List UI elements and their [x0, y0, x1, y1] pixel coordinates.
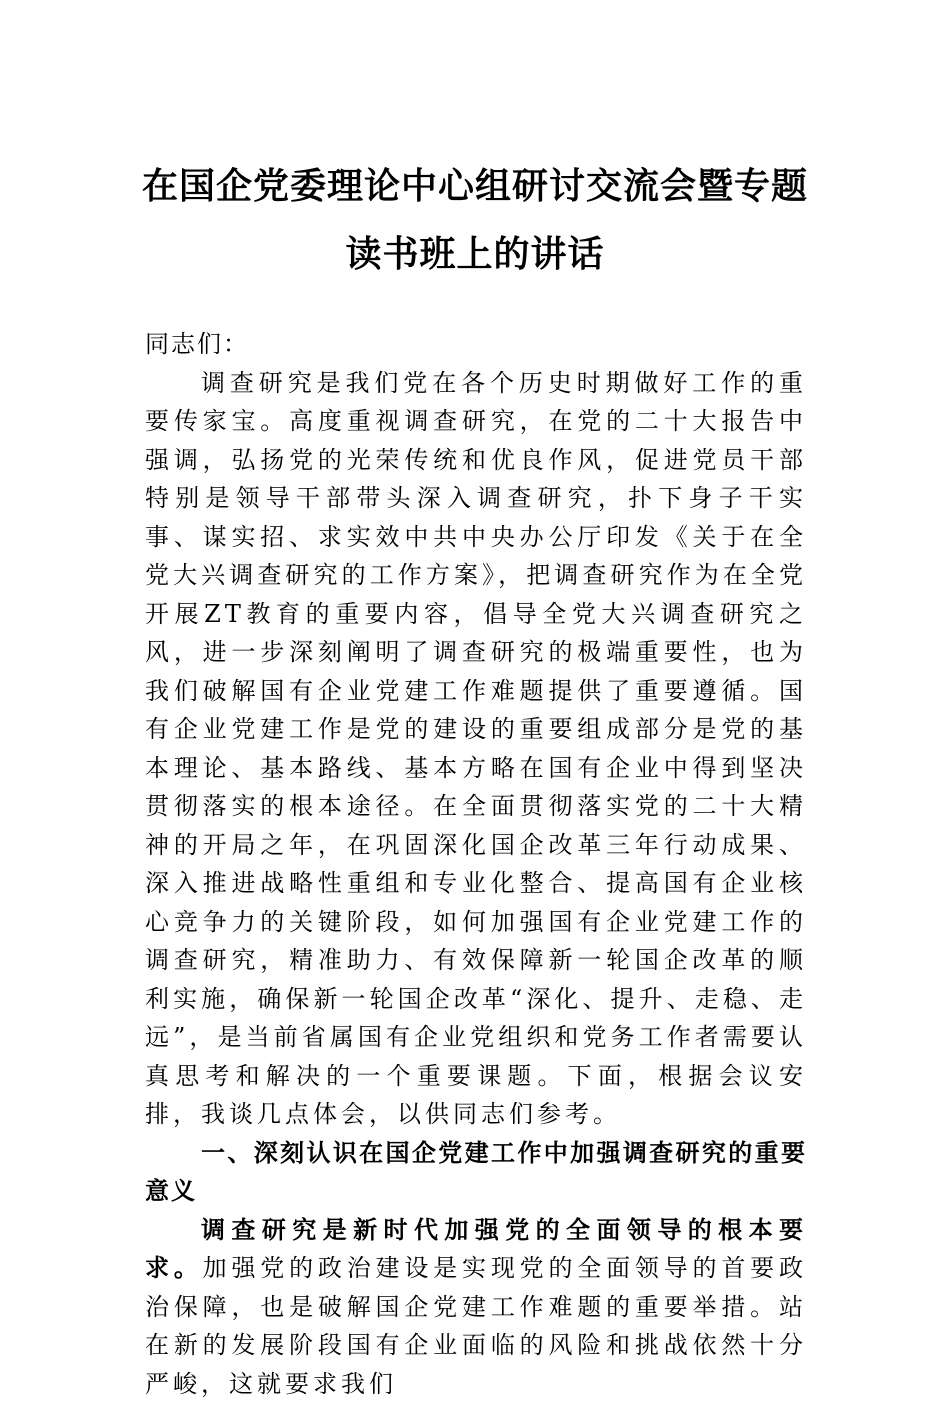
- paragraph-body-text: 加强党的政治建设是实现党的全面领导的首要政治保障，也是破解国企党建工作难题的重要举措。站在新的发展阶段国有企业面临的风险和挑战依然十分严峻，这就要求我们: [145, 1254, 807, 1398]
- document-title-line-1: 在国企党委理论中心组研讨交流会暨专题: [120, 162, 830, 210]
- section-heading-1: 一、深刻认识在国企党建工作中加强调查研究的重要意义: [145, 1134, 807, 1211]
- paragraph-lead-sentence: 调查研究是新时代加强党的全面领导的根本要求。: [145, 1215, 807, 1283]
- document-title-line-2: 读书班上的讲话: [120, 230, 830, 278]
- salutation: 同志们：: [145, 325, 807, 364]
- paragraph-section-1: [145, 1211, 807, 1403]
- document-body: [145, 325, 807, 1403]
- paragraph-intro: 调查研究是我们党在各个历史时期做好工作的重要传家宝。高度重视调查研究，在党的二十大报告中强调，弘扬党的光荣传统和优良作风，促进党员干部特别是领导干部带头深入调查研究，扑下身子干实事、谋实招、求实效中共中央办公厅印发《关于在全党大兴调查研究的工作方案》，把调查研究作为在全党开展ZT教育的重要内容，倡导全党大兴调查研究之风，进一步深刻阐明了调查研究的极端重要性，也为我们破解国有企业党建工作难题提供了重要遵循。国有企业党建工作是党的建设的重要组成部分是党的基本理论、基本路线、基本方略在国有企业中得到坚决贯彻落实的根本途径。在全面贯彻落实党的二十大精神的开局之年，在巩固深化国企改革三年行动成果、深入推进战略性重组和专业化整合、提高国有企业核心竞争力的关键阶段，如何加强国有企业党建工作的调查研究，精准助力、有效保障新一轮国企改革的顺利实施，确保新一轮国企改革“深化、提升、走稳、走远”，是当前省属国有企业党组织和党务工作者需要认真思考和解决的一个重要课题。下面，根据会议安排，我谈几点体会，以供同志们参考。: [145, 364, 807, 1134]
